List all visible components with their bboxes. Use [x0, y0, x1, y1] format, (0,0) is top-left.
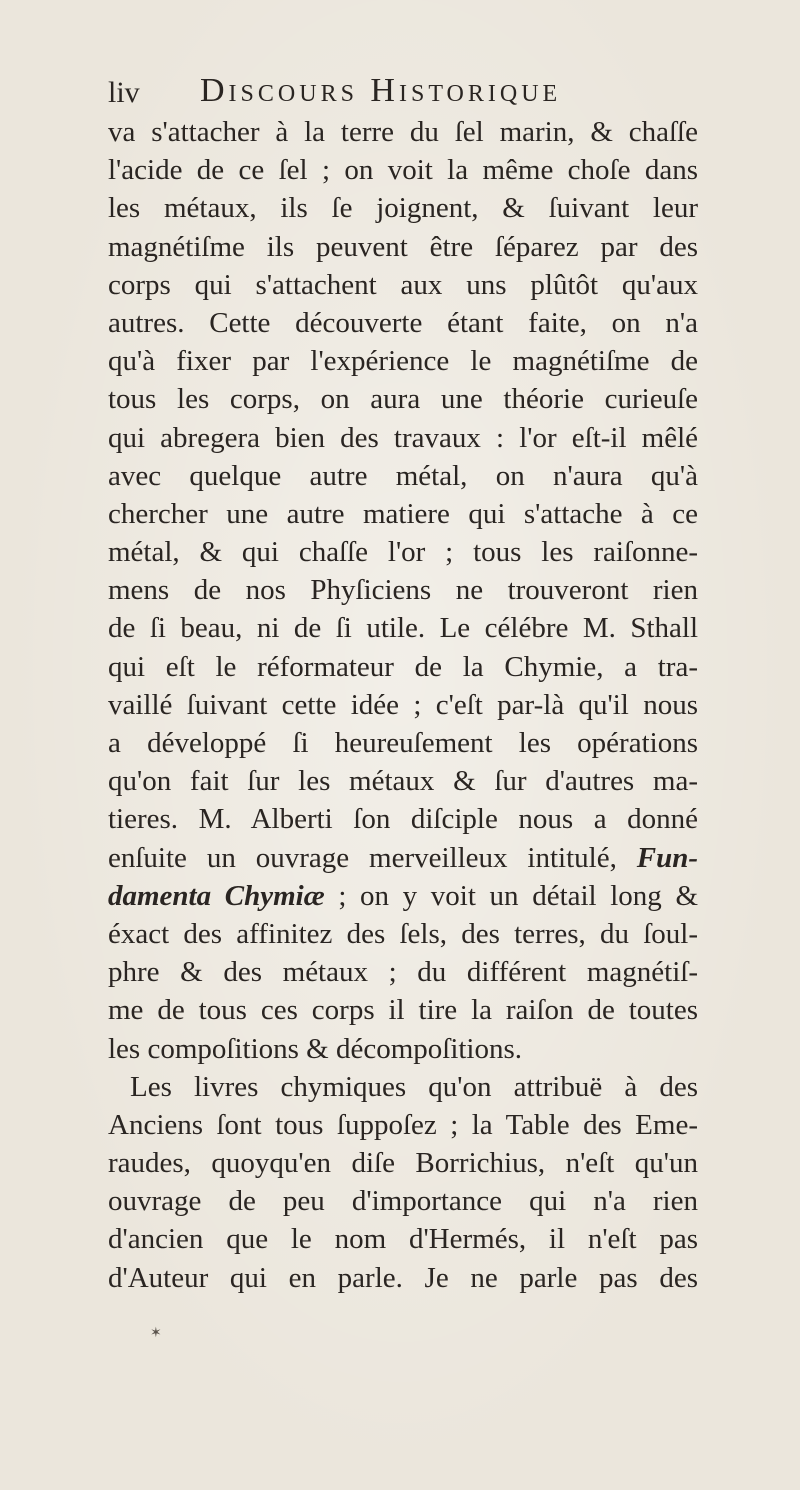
- text-line: vaillé ſuivant cette idée ; c'eſt par-là qu'il nous: [108, 688, 698, 721]
- text-line: qui eſt le réformateur de la Chymie, a tra-: [108, 650, 698, 683]
- text-line: raudes, quoyqu'en diſe Borrichius, n'eſt qu'un: [108, 1147, 698, 1180]
- text-line: mens de nos Phyſiciens ne trouveront rien: [108, 574, 698, 607]
- text-line: a développé ſi heureuſement les opérations: [108, 727, 698, 759]
- italic-title-fragment: damenta Chymiæ: [108, 879, 325, 912]
- text-line: Anciens ſont tous ſuppoſez ; la Table des Eme-: [108, 1108, 698, 1141]
- text-line: les métaux, ils ſe joignent, & ſuivant leur: [108, 192, 698, 225]
- text-line: qu'à fixer par l'expérience le magnétiſme de: [108, 345, 698, 378]
- text-line: d'ancien que le nom d'Hermés, il n'eſt pas: [108, 1223, 698, 1256]
- page-number: liv: [108, 76, 140, 109]
- body-text: [108, 113, 698, 1297]
- italic-title-fragment: Fun-: [636, 841, 698, 874]
- text-line: [108, 877, 698, 915]
- text-line: métal, & qui chaſſe l'or ; tous les raiſonne-: [108, 536, 698, 569]
- text-fragment: enſuite un ouvrage merveilleux intitulé,: [108, 841, 637, 874]
- text-line: les compoſitions & décompoſitions.: [108, 1032, 523, 1065]
- text-line: phre & des métaux ; du différent magnétiſ-: [108, 956, 698, 989]
- signature-mark: ✶: [150, 1326, 162, 1341]
- text-line: éxact des affinitez des ſels, des terres, du ſoul-: [108, 917, 698, 950]
- text-line: magnétiſme ils peuvent être ſéparez par des: [108, 230, 698, 263]
- text-line: de ſi beau, ni de ſi utile. Le célébre M. Sthall: [108, 612, 698, 645]
- text-line: tieres. M. Alberti ſon diſciple nous a donné: [108, 803, 698, 836]
- text-line: va s'attacher à la terre du ſel marin, & chaſſe: [108, 116, 698, 148]
- text-line: ouvrage de peu d'importance qui n'a rien: [108, 1185, 698, 1218]
- running-head: [108, 72, 708, 116]
- text-line: corps qui s'attachent aux uns plûtôt qu'aux: [108, 268, 698, 301]
- text-line: d'Auteur qui en parle. Je ne parle pas des: [108, 1261, 698, 1294]
- text-line: avec quelque autre métal, on n'aura qu'à: [108, 459, 698, 492]
- text-line: qui abregera bien des travaux : l'or eſt-il mêlé: [108, 421, 698, 454]
- running-title: Discours Historique: [200, 72, 562, 109]
- text-line: l'acide de ce ſel ; on voit la même choſe dans: [108, 154, 698, 187]
- text-line: tous les corps, on aura une théorie curieuſe: [108, 383, 698, 416]
- text-fragment: ; on y voit un détail long &: [324, 879, 699, 912]
- text-line: me de tous ces corps il tire la raiſon de toutes: [108, 994, 698, 1027]
- text-line: [108, 839, 698, 877]
- text-line: chercher une autre matiere qui s'attache à ce: [108, 497, 698, 530]
- text-line: qu'on fait ſur les métaux & ſur d'autres ma-: [108, 765, 698, 798]
- text-line: autres. Cette découverte étant faite, on n'a: [108, 306, 698, 339]
- text-line: Les livres chymiques qu'on attribuë à des: [130, 1070, 698, 1103]
